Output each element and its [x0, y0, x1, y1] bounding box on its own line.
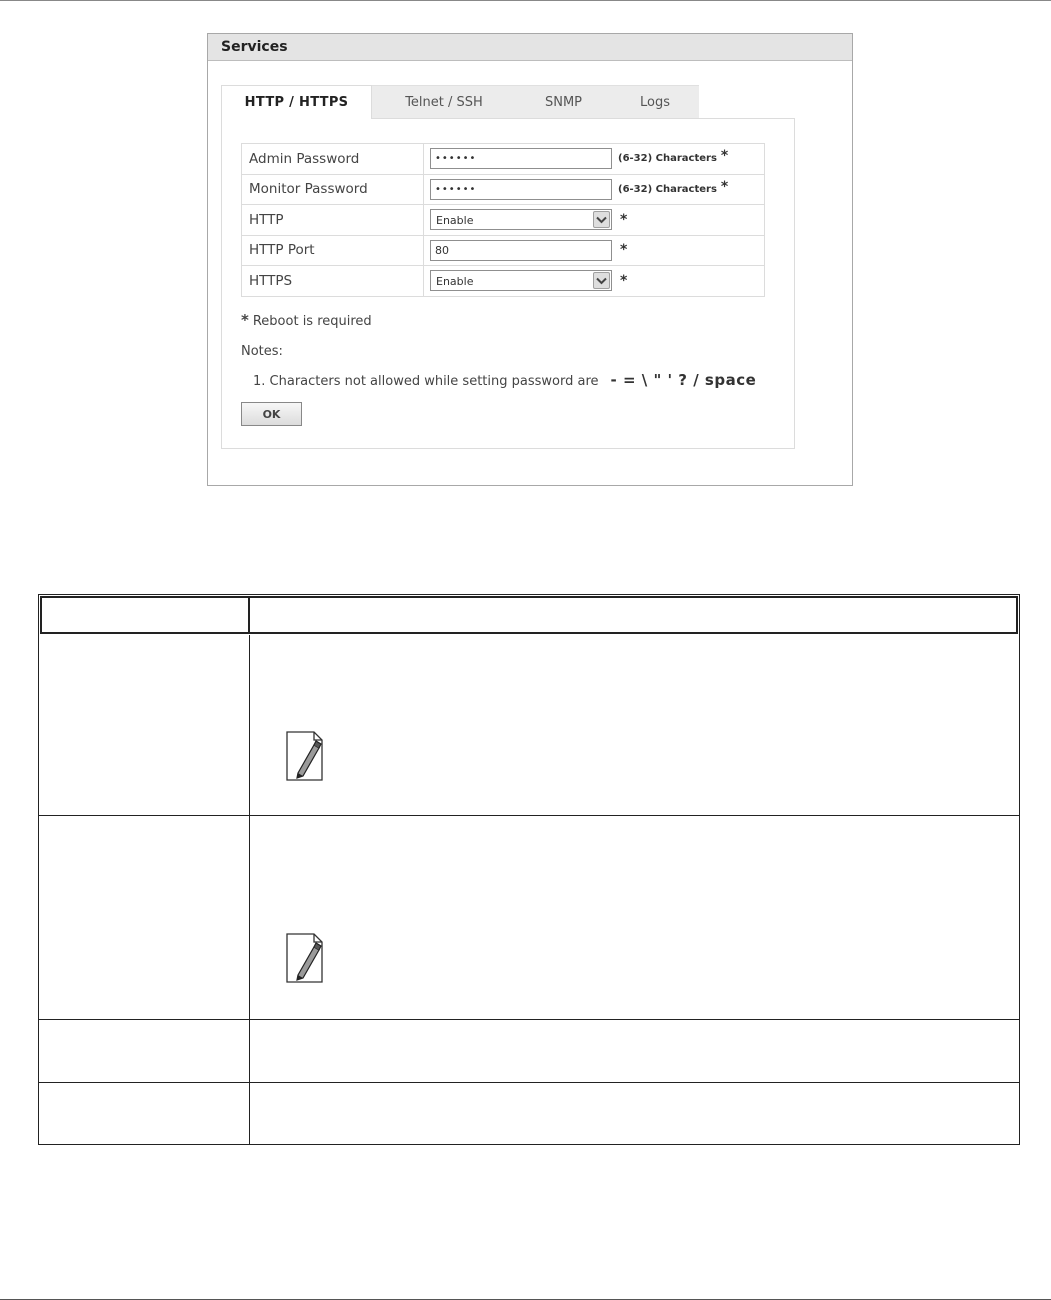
http-select-value: Enable	[436, 214, 474, 228]
http-port-label: HTTP Port	[242, 235, 424, 266]
admin-password-hint: (6-32) Characters	[618, 153, 717, 165]
settings-form	[241, 143, 765, 297]
http-label: HTTP	[242, 205, 424, 236]
reboot-notice	[241, 311, 372, 329]
column-divider	[249, 635, 250, 1145]
row-divider	[39, 1082, 1019, 1083]
table-header	[40, 596, 1018, 634]
ok-button[interactable]: OK	[241, 402, 302, 426]
reboot-text: Reboot is required	[252, 314, 372, 329]
chevron-down-icon[interactable]	[593, 211, 610, 228]
row-divider	[39, 1019, 1019, 1020]
reboot-mark: *	[241, 311, 249, 329]
description-table	[38, 594, 1020, 1145]
https-select-value: Enable	[436, 275, 474, 289]
admin-password-input[interactable]: ••••••	[430, 148, 612, 169]
http-select[interactable]	[430, 209, 612, 230]
monitor-password-label: Monitor Password	[242, 174, 424, 205]
page-top-rule	[0, 0, 1051, 1]
tab-logs[interactable]: Logs	[611, 85, 699, 119]
form-row-http	[242, 205, 765, 236]
required-mark: *	[620, 211, 628, 228]
tab-http-https[interactable]: HTTP / HTTPS	[221, 85, 372, 119]
https-label: HTTPS	[242, 266, 424, 297]
form-row-admin-password	[242, 144, 765, 175]
note-pencil-icon	[284, 729, 334, 783]
monitor-password-input[interactable]: ••••••	[430, 179, 612, 200]
chevron-down-icon[interactable]	[593, 272, 610, 289]
note-forbidden-chars: - = \ " ' ? / space	[610, 371, 757, 389]
form-row-monitor-password	[242, 174, 765, 205]
services-panel	[207, 33, 853, 486]
tab-telnet-ssh[interactable]: Telnet / SSH	[372, 85, 516, 119]
form-row-http-port	[242, 235, 765, 266]
monitor-password-hint: (6-32) Characters	[618, 183, 717, 195]
form-row-https	[242, 266, 765, 297]
https-select[interactable]	[430, 270, 612, 291]
note-item	[253, 371, 756, 389]
required-mark: *	[720, 178, 729, 195]
panel-title: Services	[208, 34, 852, 61]
note-pencil-icon	[284, 931, 334, 985]
http-port-input[interactable]: 80	[430, 240, 612, 261]
tab-bar	[221, 85, 699, 119]
note-text: 1. Characters not allowed while setting password are	[253, 374, 599, 389]
tab-content	[221, 118, 795, 449]
notes-label: Notes:	[241, 344, 283, 359]
tab-snmp[interactable]: SNMP	[516, 85, 611, 119]
required-mark: *	[720, 148, 729, 165]
required-mark: *	[620, 272, 628, 289]
row-divider	[39, 815, 1019, 816]
admin-password-label: Admin Password	[242, 144, 424, 175]
header-divider	[248, 598, 250, 632]
required-mark: *	[620, 242, 628, 259]
